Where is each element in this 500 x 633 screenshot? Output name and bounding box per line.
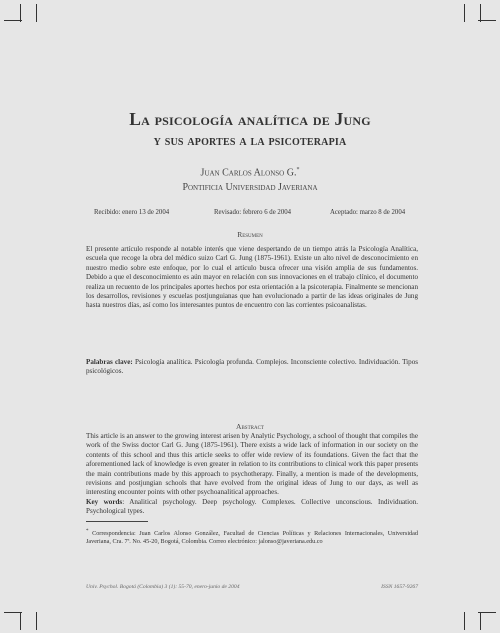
author-name (0, 167, 500, 178)
abstract-keywords-label: Key words (86, 498, 123, 506)
article-title-line2: y sus aportes a la psicoterapia (153, 134, 347, 149)
footnote-text: Correspondencia: Juan Carlos Alonso González, Facultad de Ciencias Políticas y Relaciones Internacionales, Universidad Javeriana, Cra. 7ª. No. 45-20, Bogotá, Colombia. Correo electrónico: jalonso@javeriana.edu.co (86, 530, 418, 546)
resumen-text: El presente artículo responde al notable interés que viene despertando de un tiempo atrás la Psicología Analítica, escuela que recoge la obra del médico suizo Carl G. Jung (1875-1961). Existe un alto nivel de desconocimiento en nuestro medio sobre este enfoque, por lo cual el artículo busca ofrecer una visión amplia de sus fundamentos. Debido a que el desconocimiento es aún mayor en relación con sus innovaciones en el trabajo clínico, el documento realiza un recuento de los principales aportes hechos por esta orientación a la psicoterapia. Finalmente se mencionan los desarrollos, revisiones y escuelas postjunguianas que han evolucionado a partir de las ideas originales de Jung hasta nuestros días, así como los interesantes puntos de encuentro con las corrientes psicoanalistas. (86, 245, 418, 310)
author-affiliation: Pontificia Universidad Javeriana (182, 182, 318, 193)
abstract-heading: Abstract (236, 422, 264, 431)
resumen-keywords (86, 358, 418, 377)
resumen-heading: Resumen (237, 230, 263, 239)
abstract-keywords-text: : Analitical psychology. Deep psychology. Complexes. Collective unconscious. Individuation. Psychological types. (86, 498, 418, 516)
journal-citation: Univ. Psychol. Bogotá (Colombia) 3 (1): 55-70, enero-junio de 2004 (86, 584, 240, 590)
crop-mark (36, 612, 37, 630)
resumen-keywords-text: Psicología analítica. Psicología profunda. Complejos. Inconsciente colectivo. Individuación. Tipos psicológicos. (86, 358, 418, 376)
article-title-line1: La psicología analítica de Jung (129, 109, 371, 129)
date-accepted: Aceptado: marzo 8 de 2004 (330, 209, 406, 216)
crop-mark (480, 4, 481, 22)
footnote-mark: * (86, 529, 89, 534)
footnote-rule (86, 521, 148, 522)
author-name-text: Juan Carlos Alonso G. (200, 167, 297, 179)
crop-mark (464, 4, 465, 22)
author-footnote-mark: * (296, 167, 300, 173)
footnote (86, 528, 418, 546)
crop-mark (20, 612, 21, 630)
crop-mark (36, 4, 37, 22)
crop-mark (480, 612, 481, 630)
date-revised: Revisado: febrero 6 de 2004 (214, 209, 292, 216)
abstract-keywords (86, 498, 418, 517)
crop-mark (20, 4, 21, 22)
abstract-text: This article is an answer to the growing interest arisen by Analytic Psychology, a school of thought that compiles the work of the Swiss doctor Carl G. Jung (1875-1961). There exists a wide lack of information in our society on the contents of this school and thus this article seeks to offer wide review of its foundations. Given the fact that the aforementioned lack of knowledge is even greater in relation to its contributions to clinical work this paper presents the main contributions made by this approach to psychotherapy. Finally, a mention is made of the developments, revisions and postjungian schools that have evolved from the original ideas of Jung to our days, as well as interesting encounter points with other psychoanalitical approaches. (86, 432, 418, 497)
issn: ISSN 1657-9267 (381, 584, 418, 590)
crop-mark (464, 612, 465, 630)
resumen-keywords-label: Palabras clave: (86, 358, 133, 366)
date-received: Recibido: enero 13 de 2004 (94, 209, 170, 216)
